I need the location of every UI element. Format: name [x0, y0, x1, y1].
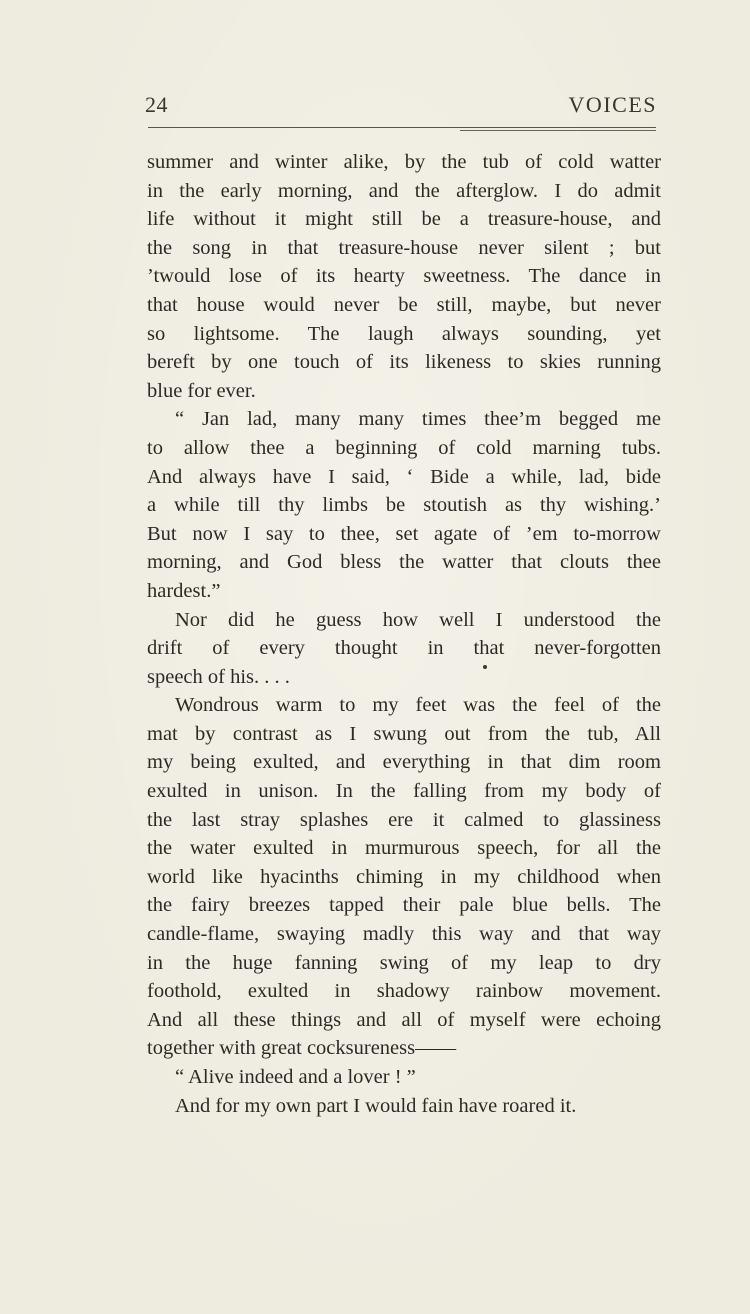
- running-head: [145, 92, 657, 122]
- page-number: 24: [145, 92, 168, 117]
- text-line: together with great cocksureness——: [147, 1037, 457, 1060]
- text-line: drift of every thought in that never-forgotten: [147, 637, 661, 660]
- text-line: the last stray splashes ere it calmed to glassiness: [147, 808, 661, 831]
- text-line: that house would never be still, maybe, but never: [147, 293, 661, 316]
- running-title: VOICES: [568, 92, 657, 117]
- text-line: so lightsome. The laugh always sounding, yet: [147, 322, 661, 345]
- text-line: Nor did he guess how well I understood the: [175, 608, 661, 631]
- text-line: my being exulted, and everything in that dim room: [147, 751, 661, 774]
- text-line: life without it might still be a treasure-house, and: [147, 208, 661, 231]
- text-line: in the huge fanning swing of my leap to dry: [147, 951, 661, 974]
- text-line: “ Alive indeed and a lover ! ”: [175, 1066, 416, 1088]
- text-line: And always have I said, ‘ Bide a while, lad, bide: [147, 465, 661, 488]
- header-rule-secondary: [460, 130, 656, 131]
- text-line: And all these things and all of myself were echoing: [147, 1008, 661, 1031]
- text-line: speech of his. . . .: [147, 665, 290, 688]
- text-line: world like hyacinths chiming in my childhood when: [147, 865, 661, 888]
- text-line: to allow thee a beginning of cold marning tubs.: [147, 436, 661, 459]
- header-rule: [148, 127, 656, 128]
- text-line: in the early morning, and the afterglow. I do admit: [147, 179, 661, 202]
- text-line: blue for ever.: [147, 379, 256, 402]
- text-line: a while till thy limbs be stoutish as thy wishing.’: [147, 494, 661, 517]
- text-line: summer and winter alike, by the tub of cold watter: [147, 151, 661, 173]
- text-line: the water exulted in murmurous speech, for all the: [147, 837, 661, 860]
- text-line: foothold, exulted in shadowy rainbow movement.: [147, 980, 661, 1003]
- text-line: But now I say to thee, set agate of ’em to-morrow: [147, 522, 661, 545]
- text-line: morning, and God bless the watter that clouts thee: [147, 551, 661, 574]
- text-line: exulted in unison. In the falling from my body of: [147, 780, 661, 803]
- text-line: bereft by one touch of its likeness to skies running: [147, 351, 661, 374]
- text-line: Wondrous warm to my feet was the feel of the: [175, 694, 661, 717]
- text-line: hardest.”: [147, 579, 221, 602]
- text-line: the fairy breezes tapped their pale blue bells. The: [147, 894, 661, 917]
- text-line: And for my own part I would fain have roared it.: [175, 1094, 577, 1117]
- body-text: [147, 148, 661, 1120]
- text-line: “ Jan lad, many many times thee’m begged me: [175, 408, 661, 431]
- text-line: the song in that treasure-house never silent ; but: [147, 236, 661, 259]
- text-line: ’twould lose of its hearty sweetness. The dance in: [147, 265, 661, 288]
- ink-speck: [483, 665, 487, 669]
- text-line: candle-flame, swaying madly this way and that way: [147, 923, 661, 946]
- text-line: mat by contrast as I swung out from the tub, All: [147, 722, 661, 745]
